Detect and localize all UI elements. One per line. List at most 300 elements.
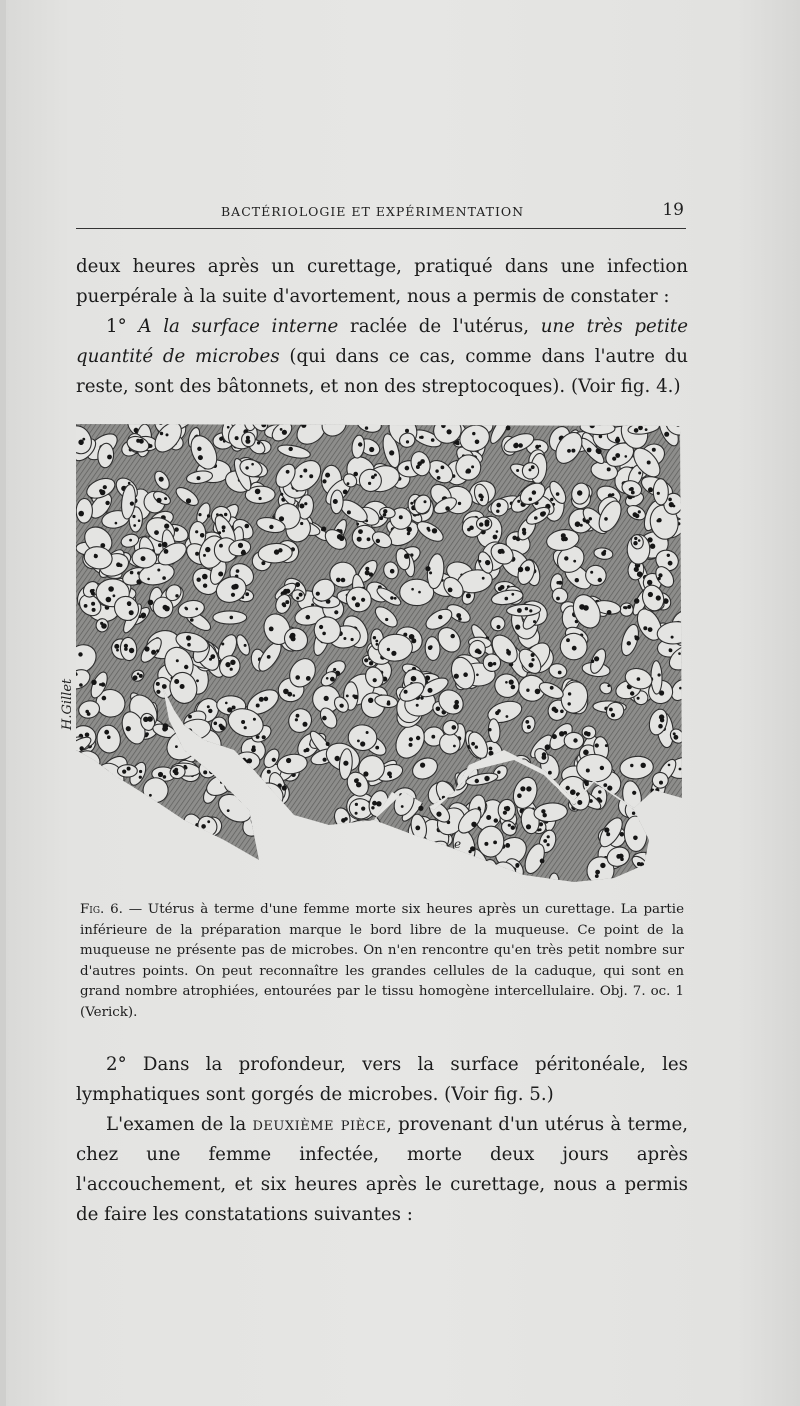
cell-nucleus	[195, 552, 199, 556]
cell-nucleus	[373, 636, 376, 639]
cell-nucleus	[253, 718, 256, 721]
decidual-cell	[112, 816, 132, 843]
cell-nucleus	[231, 584, 236, 589]
cell-nucleus	[647, 461, 651, 465]
cell-nucleus	[416, 736, 420, 740]
cell-nucleus	[511, 593, 514, 596]
cell-nucleus	[515, 625, 520, 630]
cell-nucleus	[148, 600, 154, 606]
cell-nucleus	[545, 744, 551, 750]
cell-nucleus	[146, 820, 150, 824]
cell-nucleus	[576, 792, 580, 796]
cell-nucleus	[250, 420, 253, 421]
cell-nucleus	[604, 827, 609, 832]
cell-nucleus	[159, 477, 164, 482]
cell-nucleus	[212, 745, 217, 750]
cell-nucleus	[500, 884, 504, 888]
cell-nucleus	[247, 420, 251, 423]
cell-nucleus	[337, 534, 342, 539]
cell-nucleus	[471, 822, 476, 827]
cell-nucleus	[633, 836, 638, 841]
cell-nucleus	[296, 714, 300, 718]
paragraph-profondeur: 2° Dans la profondeur, vers la surface péritonéale, les lymphatiques sont gorgés de microbes. (Voir fig. 5.)	[76, 1054, 688, 1105]
cell-nucleus	[201, 824, 206, 829]
cell-nucleus	[444, 852, 449, 857]
cell-nucleus	[236, 569, 240, 573]
decidual-cell	[408, 866, 425, 890]
cell-nucleus	[600, 766, 604, 770]
cell-nucleus	[566, 786, 570, 790]
cell-nucleus	[488, 728, 491, 731]
cell-nucleus	[246, 795, 250, 799]
cell-nucleus	[156, 649, 159, 652]
cell-nucleus	[375, 746, 379, 750]
paragraph-continuation: deux heures après un curettage, pratiqué dans une infection puerpérale à la suite d'avortement, nous a permis de constater :	[76, 256, 688, 307]
decidual-cell	[634, 877, 655, 890]
cell-nucleus	[272, 758, 276, 762]
cell-nucleus	[447, 429, 452, 434]
cell-nucleus	[590, 423, 595, 428]
cell-nucleus	[258, 817, 262, 821]
cell-nucleus	[496, 503, 501, 508]
cell-nucleus	[244, 644, 247, 647]
cell-nucleus	[490, 863, 493, 866]
cell-nucleus	[257, 441, 260, 444]
cell-nucleus	[167, 420, 171, 422]
cell-nucleus	[611, 713, 615, 717]
cell-nucleus	[426, 878, 429, 881]
cell-nucleus	[350, 824, 353, 827]
cell-nucleus	[517, 608, 522, 613]
cell-nucleus	[501, 550, 504, 553]
cell-nucleus	[475, 440, 480, 445]
cell-nucleus	[391, 651, 396, 656]
cell-nucleus	[113, 594, 116, 597]
cell-nucleus	[409, 737, 413, 741]
cell-nucleus	[107, 735, 111, 739]
cell-nucleus	[367, 537, 371, 541]
cell-nucleus	[247, 804, 250, 807]
cell-nucleus	[161, 420, 166, 422]
cell-nucleus	[264, 697, 269, 702]
cell-nucleus	[475, 779, 479, 783]
text-fragment: , provenant d'un utérus à terme, chez une femme infectée, morte deux jours après l'accouchement, et six heures après le curettage, nous a permis de faire les constatations suivantes :	[76, 1114, 689, 1225]
cell-nucleus	[634, 537, 637, 540]
cell-nucleus	[606, 832, 610, 836]
cell-nucleus	[645, 428, 648, 431]
cell-nucleus	[529, 609, 532, 612]
cell-nucleus	[532, 490, 536, 494]
cell-nucleus	[230, 668, 233, 671]
cell-nucleus	[323, 758, 327, 762]
cell-nucleus	[625, 455, 628, 458]
cell-nucleus	[205, 547, 210, 552]
cell-nucleus	[341, 578, 346, 583]
cell-nucleus	[326, 742, 330, 746]
cell-nucleus	[603, 550, 606, 553]
cell-nucleus	[303, 469, 307, 473]
cell-nucleus	[535, 445, 539, 449]
decidual-cell	[125, 803, 160, 828]
cell-nucleus	[646, 851, 652, 857]
cell-nucleus	[627, 641, 631, 645]
cell-nucleus	[558, 581, 562, 585]
cell-nucleus	[484, 842, 488, 846]
cell-nucleus	[225, 662, 230, 667]
cell-nucleus	[82, 438, 85, 441]
cell-nucleus	[325, 473, 330, 478]
cell-nucleus	[347, 482, 350, 485]
cell-nucleus	[526, 786, 531, 791]
cell-nucleus	[251, 463, 254, 466]
cell-nucleus	[376, 539, 380, 543]
cell-nucleus	[324, 697, 327, 700]
cell-nucleus	[346, 695, 349, 698]
cell-nucleus	[269, 627, 274, 632]
cell-nucleus	[607, 610, 612, 615]
cell-nucleus	[91, 602, 95, 606]
cell-nucleus	[130, 502, 134, 506]
cell-nucleus	[159, 420, 164, 425]
cell-nucleus	[355, 803, 358, 806]
cell-nucleus	[489, 751, 494, 756]
cell-nucleus	[336, 578, 341, 583]
cell-nucleus	[186, 635, 191, 640]
cell-nucleus	[271, 799, 276, 804]
italic-phrase-surface: A la surface interne	[138, 316, 339, 337]
cell-nucleus	[508, 653, 511, 656]
cell-nucleus	[513, 443, 518, 448]
cell-nucleus	[385, 618, 388, 621]
decidual-cell	[141, 811, 159, 831]
decidual-cell	[77, 770, 88, 794]
cell-nucleus	[635, 636, 640, 641]
cell-nucleus	[197, 447, 201, 451]
cell-nucleus	[387, 700, 390, 703]
cell-nucleus	[306, 615, 311, 620]
cell-nucleus	[160, 432, 163, 435]
cell-nucleus	[123, 830, 126, 833]
cell-nucleus	[399, 515, 403, 519]
cell-nucleus	[304, 502, 307, 505]
cell-nucleus	[428, 646, 432, 650]
cell-nucleus	[552, 707, 557, 712]
cell-nucleus	[97, 802, 101, 806]
cell-nucleus	[289, 447, 293, 451]
cell-nucleus	[352, 596, 356, 600]
cell-nucleus	[371, 806, 374, 809]
cell-nucleus	[517, 793, 522, 798]
cell-nucleus	[81, 783, 85, 787]
cell-nucleus	[357, 740, 360, 743]
cell-nucleus	[280, 428, 283, 431]
decidual-cell	[105, 791, 130, 820]
cell-nucleus	[174, 679, 179, 684]
cell-nucleus	[123, 825, 127, 829]
cell-nucleus	[114, 644, 119, 649]
cell-nucleus	[255, 489, 261, 495]
cell-nucleus	[659, 714, 664, 719]
cell-nucleus	[631, 491, 635, 495]
decidual-cell	[110, 809, 147, 847]
cell-nucleus	[561, 536, 566, 541]
cell-nucleus	[247, 758, 252, 763]
cell-nucleus	[343, 490, 348, 495]
cell-nucleus	[493, 841, 497, 845]
cell-nucleus	[174, 768, 178, 772]
cell-nucleus	[330, 677, 335, 682]
cell-nucleus	[401, 805, 404, 808]
cell-nucleus	[245, 592, 249, 596]
cell-nucleus	[361, 598, 365, 602]
cell-nucleus	[648, 627, 653, 632]
cell-nucleus	[139, 674, 143, 678]
cell-nucleus	[184, 607, 187, 610]
cell-nucleus	[480, 498, 483, 501]
cell-nucleus	[605, 744, 608, 747]
cell-nucleus	[471, 465, 474, 468]
decidual-cell	[653, 853, 670, 870]
cell-nucleus	[197, 476, 201, 480]
cell-nucleus	[511, 685, 516, 690]
cell-nucleus	[456, 442, 460, 446]
cell-nucleus	[261, 422, 266, 427]
cell-nucleus	[424, 880, 429, 885]
cell-nucleus	[598, 790, 601, 793]
cell-nucleus	[376, 643, 379, 646]
cell-nucleus	[573, 738, 577, 742]
decidual-cell	[103, 781, 135, 812]
cell-nucleus	[186, 498, 191, 503]
cell-nucleus	[356, 523, 359, 526]
cell-nucleus	[604, 517, 608, 521]
cell-nucleus	[441, 424, 446, 429]
cell-nucleus	[655, 788, 659, 792]
cell-nucleus	[504, 806, 508, 810]
cell-nucleus	[241, 720, 245, 724]
cell-nucleus	[224, 513, 227, 516]
cell-nucleus	[465, 773, 468, 776]
cell-nucleus	[493, 662, 496, 665]
cell-nucleus	[194, 828, 197, 831]
cell-nucleus	[420, 436, 423, 439]
cell-nucleus	[225, 702, 228, 705]
cell-nucleus	[148, 821, 152, 825]
cell-nucleus	[503, 811, 507, 815]
cell-nucleus	[203, 584, 207, 588]
cell-nucleus	[241, 777, 245, 781]
cell-nucleus	[271, 820, 274, 823]
cell-nucleus	[267, 770, 271, 774]
cell-nucleus	[282, 785, 287, 790]
cell-nucleus	[214, 722, 218, 726]
body-text-bottom	[76, 1050, 688, 1230]
decidual-cell	[648, 853, 668, 886]
decidual-cell	[385, 833, 402, 855]
cell-nucleus	[547, 835, 550, 838]
cell-nucleus	[508, 824, 511, 827]
cell-nucleus	[331, 420, 336, 422]
cell-nucleus	[103, 780, 109, 786]
cell-nucleus	[437, 849, 442, 854]
cell-nucleus	[634, 428, 639, 433]
cell-nucleus	[595, 870, 600, 875]
decidual-cell	[476, 517, 491, 530]
cell-nucleus	[501, 868, 504, 871]
cell-nucleus	[124, 808, 128, 812]
cell-nucleus	[471, 742, 475, 746]
cell-nucleus	[648, 874, 651, 877]
cell-nucleus	[393, 841, 396, 844]
cell-nucleus	[80, 746, 84, 750]
cell-nucleus	[668, 561, 673, 566]
cell-nucleus	[668, 764, 671, 767]
cell-nucleus	[177, 420, 180, 423]
cell-nucleus	[437, 476, 441, 480]
cell-nucleus	[426, 881, 429, 884]
cell-nucleus	[529, 468, 532, 471]
cell-nucleus	[375, 640, 378, 643]
cell-nucleus	[128, 812, 131, 815]
decidual-cell	[114, 796, 152, 833]
cell-nucleus	[138, 519, 141, 522]
cell-nucleus	[548, 771, 552, 775]
cell-nucleus	[368, 482, 371, 485]
cell-nucleus	[222, 525, 226, 529]
cell-nucleus	[246, 436, 250, 440]
cell-nucleus	[355, 602, 360, 607]
cell-nucleus	[222, 529, 225, 532]
cell-nucleus	[575, 578, 579, 582]
cell-nucleus	[248, 798, 251, 801]
cell-nucleus	[607, 467, 611, 471]
cell-nucleus	[420, 459, 425, 464]
cell-nucleus	[111, 797, 114, 800]
cell-nucleus	[286, 758, 291, 763]
cell-nucleus	[511, 826, 515, 830]
cell-nucleus	[454, 674, 459, 679]
cell-nucleus	[141, 615, 144, 618]
cell-nucleus	[139, 776, 142, 779]
cell-nucleus	[120, 828, 125, 833]
cell-nucleus	[230, 660, 235, 665]
cell-nucleus	[360, 741, 365, 746]
cell-nucleus	[106, 802, 109, 805]
cell-nucleus	[657, 519, 660, 522]
cell-nucleus	[658, 815, 663, 820]
cell-nucleus	[219, 724, 223, 728]
cell-nucleus	[525, 607, 528, 610]
cell-nucleus	[428, 529, 431, 532]
cell-nucleus	[351, 638, 354, 641]
cell-nucleus	[475, 745, 478, 748]
cell-nucleus	[103, 485, 107, 489]
cell-nucleus	[416, 860, 420, 864]
cell-nucleus	[84, 782, 89, 787]
cell-nucleus	[344, 817, 348, 821]
cell-nucleus	[494, 818, 498, 822]
cell-nucleus	[552, 881, 557, 886]
cell-nucleus	[129, 610, 134, 615]
cell-nucleus	[119, 564, 123, 568]
cell-nucleus	[100, 490, 106, 496]
cell-nucleus	[127, 767, 131, 771]
cell-nucleus	[157, 569, 160, 572]
cell-nucleus	[107, 455, 112, 460]
cell-nucleus	[451, 634, 455, 638]
cell-nucleus	[575, 521, 581, 527]
cell-nucleus	[543, 813, 547, 817]
cell-nucleus	[512, 536, 516, 540]
cell-nucleus	[365, 570, 370, 575]
cell-nucleus	[354, 779, 359, 784]
cell-nucleus	[637, 862, 641, 866]
cell-nucleus	[662, 797, 667, 802]
cell-nucleus	[647, 580, 652, 585]
cell-nucleus	[259, 497, 262, 500]
cell-nucleus	[393, 831, 396, 834]
cell-nucleus	[414, 881, 418, 885]
cell-nucleus	[151, 650, 156, 655]
cell-nucleus	[607, 685, 610, 688]
cell-nucleus	[322, 632, 326, 636]
cell-nucleus	[376, 801, 381, 806]
cell-nucleus	[207, 820, 210, 823]
cell-nucleus	[489, 747, 493, 751]
cell-nucleus	[164, 549, 169, 554]
body-text-top	[76, 252, 688, 402]
cell-nucleus	[100, 622, 103, 625]
decidual-cell	[88, 791, 112, 814]
cell-nucleus	[681, 825, 686, 830]
cell-nucleus	[443, 853, 448, 858]
cell-nucleus	[262, 735, 266, 739]
cell-nucleus	[568, 702, 571, 705]
cell-nucleus	[435, 469, 438, 472]
cell-nucleus	[316, 592, 320, 596]
cell-nucleus	[261, 821, 264, 824]
cell-nucleus	[637, 697, 640, 700]
cell-nucleus	[200, 533, 205, 538]
cell-nucleus	[659, 863, 663, 867]
cell-nucleus	[383, 513, 387, 517]
cell-nucleus	[183, 730, 187, 734]
cell-nucleus	[479, 560, 482, 563]
cell-nucleus	[612, 457, 616, 461]
cell-nucleus	[403, 868, 408, 873]
cell-nucleus	[442, 796, 445, 799]
cell-nucleus	[387, 648, 390, 651]
cell-nucleus	[208, 709, 212, 713]
cell-nucleus	[657, 492, 660, 495]
cell-nucleus	[280, 493, 283, 496]
cell-nucleus	[638, 425, 643, 430]
cell-nucleus	[496, 625, 500, 629]
cell-nucleus	[129, 539, 132, 542]
cell-nucleus	[197, 750, 202, 755]
histology-engraving	[74, 420, 686, 890]
cell-nucleus	[227, 809, 230, 812]
cell-nucleus	[128, 482, 131, 485]
cell-nucleus	[650, 544, 655, 549]
cell-nucleus	[526, 824, 531, 829]
cell-nucleus	[187, 643, 191, 647]
cell-nucleus	[429, 571, 432, 574]
cell-nucleus	[583, 605, 589, 611]
decidual-cell	[96, 787, 114, 824]
cell-nucleus	[85, 733, 90, 738]
cell-nucleus	[390, 569, 395, 574]
